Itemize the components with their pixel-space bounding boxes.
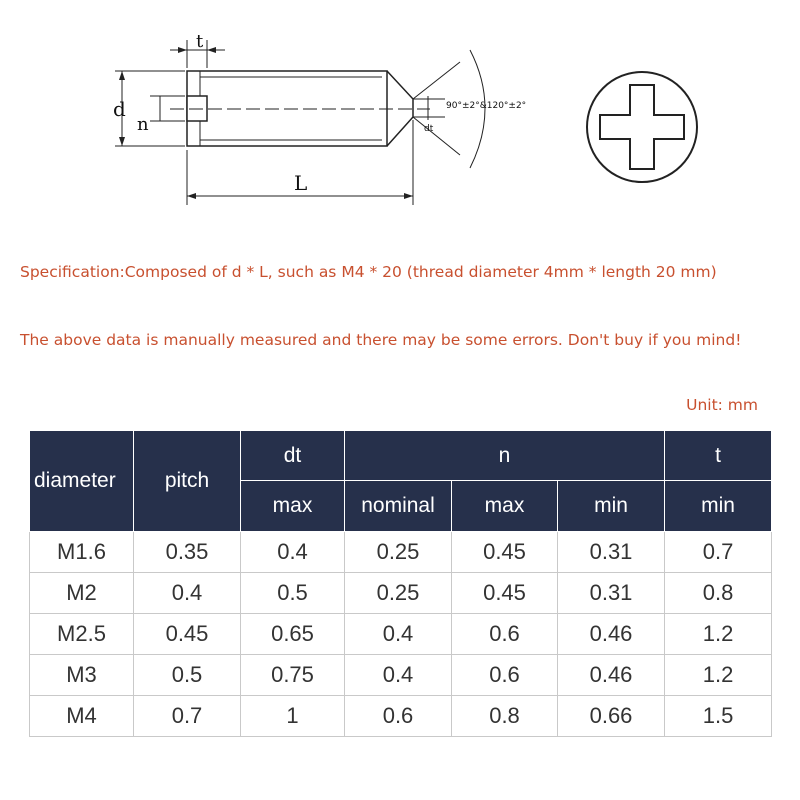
table-row xyxy=(30,573,772,614)
cell-n-max: 0.45 xyxy=(452,532,558,573)
cell-dt-max: 0.5 xyxy=(241,573,345,614)
table-row xyxy=(30,655,772,696)
cell-t-min: 1.2 xyxy=(665,655,772,696)
table-row xyxy=(30,532,772,573)
header-t: t xyxy=(665,431,772,481)
cell-t-min: 0.8 xyxy=(665,573,772,614)
screw-end-view xyxy=(587,72,697,182)
header-n-min: min xyxy=(558,481,665,532)
header-n-nominal: nominal xyxy=(345,481,452,532)
cell-diameter: M4 xyxy=(30,696,134,737)
cell-diameter: M2.5 xyxy=(30,614,134,655)
cell-n-min: 0.46 xyxy=(558,655,665,696)
spec-table xyxy=(29,430,772,737)
cell-n-min: 0.46 xyxy=(558,614,665,655)
cell-dt-max: 1 xyxy=(241,696,345,737)
cell-n-min: 0.31 xyxy=(558,573,665,614)
cell-dt-max: 0.4 xyxy=(241,532,345,573)
header-diameter: diameter xyxy=(30,431,134,532)
specification-note: Specification:Composed of d * L, such as M4 * 20 (thread diameter 4mm * length 20 mm) xyxy=(20,263,717,281)
header-dt-max: max xyxy=(241,481,345,532)
cell-pitch: 0.7 xyxy=(134,696,241,737)
unit-label: Unit: mm xyxy=(686,396,758,414)
cell-n-max: 0.8 xyxy=(452,696,558,737)
table-row xyxy=(30,696,772,737)
label-angle: 90°±2°&120°±2° xyxy=(446,101,527,111)
cell-pitch: 0.5 xyxy=(134,655,241,696)
cell-n-max: 0.6 xyxy=(452,655,558,696)
label-dt: dt xyxy=(424,124,434,134)
cell-n-nominal: 0.6 xyxy=(345,696,452,737)
cell-diameter: M2 xyxy=(30,573,134,614)
set-screw-drawing xyxy=(0,0,800,230)
cell-n-min: 0.66 xyxy=(558,696,665,737)
phillips-cross-icon xyxy=(600,85,684,169)
cell-diameter: M3 xyxy=(30,655,134,696)
disclaimer-note: The above data is manually measured and there may be some errors. Don't buy if you mind! xyxy=(20,331,742,349)
cell-n-nominal: 0.25 xyxy=(345,532,452,573)
header-n: n xyxy=(345,431,665,481)
cell-pitch: 0.35 xyxy=(134,532,241,573)
label-d: d xyxy=(113,97,126,121)
label-L: L xyxy=(294,171,308,195)
cell-n-nominal: 0.4 xyxy=(345,655,452,696)
cell-pitch: 0.45 xyxy=(134,614,241,655)
header-t-min: min xyxy=(665,481,772,532)
header-dt: dt xyxy=(241,431,345,481)
cell-dt-max: 0.75 xyxy=(241,655,345,696)
header-n-max: max xyxy=(452,481,558,532)
cell-t-min: 1.2 xyxy=(665,614,772,655)
cell-n-nominal: 0.25 xyxy=(345,573,452,614)
cell-t-min: 0.7 xyxy=(665,532,772,573)
cell-n-min: 0.31 xyxy=(558,532,665,573)
cell-n-max: 0.45 xyxy=(452,573,558,614)
table-row xyxy=(30,614,772,655)
label-t: t xyxy=(196,31,204,52)
cell-n-max: 0.6 xyxy=(452,614,558,655)
cell-dt-max: 0.65 xyxy=(241,614,345,655)
drawing-svg xyxy=(0,0,800,230)
header-pitch: pitch xyxy=(134,431,241,532)
cell-diameter: M1.6 xyxy=(30,532,134,573)
cell-n-nominal: 0.4 xyxy=(345,614,452,655)
dimension-arrows xyxy=(119,47,413,199)
cell-t-min: 1.5 xyxy=(665,696,772,737)
cell-pitch: 0.4 xyxy=(134,573,241,614)
label-n: n xyxy=(137,114,149,135)
